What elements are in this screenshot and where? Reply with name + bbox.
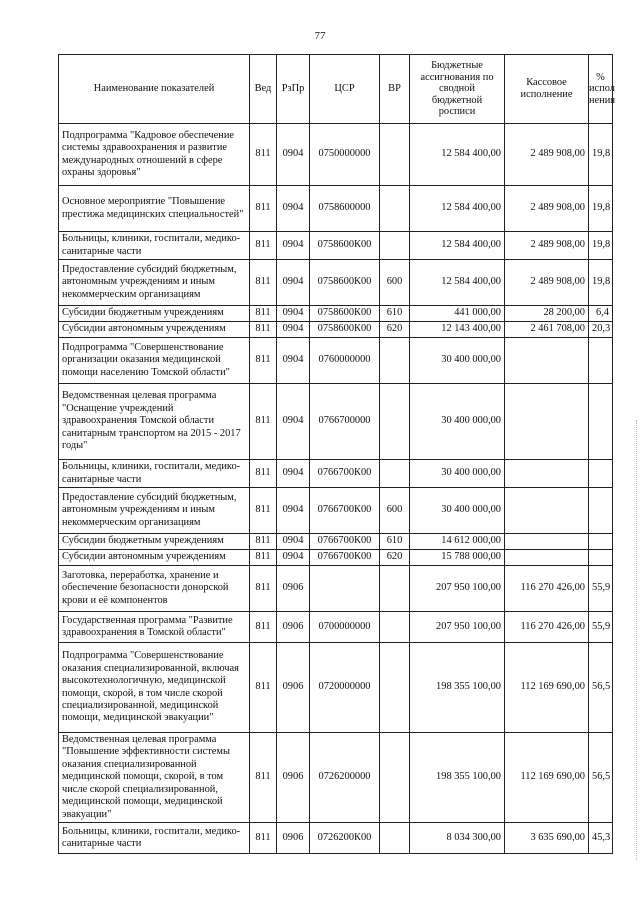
cell-pct: 19,8 (589, 260, 613, 306)
cell-csr: 0766700000 (310, 384, 380, 460)
cell-cash: 28 200,00 (505, 306, 589, 322)
cell-rzpr: 0904 (277, 186, 310, 232)
table-row (59, 566, 613, 612)
cell-vr: 600 (380, 488, 410, 534)
table-row (59, 338, 613, 384)
page-number: 77 (314, 30, 326, 42)
cell-vr: 610 (380, 306, 410, 322)
table-row (59, 306, 613, 322)
table-row (59, 384, 613, 460)
cell-cash: 2 489 908,00 (505, 186, 589, 232)
table-row (59, 488, 613, 534)
cell-pct: 56,5 (589, 733, 613, 823)
cell-ved: 811 (250, 338, 277, 384)
cell-budget: 12 584 400,00 (410, 186, 505, 232)
header-cash: Кассовое исполнение (505, 55, 589, 124)
cell-csr: 0726200К00 (310, 823, 380, 854)
cell-rzpr: 0904 (277, 306, 310, 322)
cell-cash: 2 489 908,00 (505, 232, 589, 260)
cell-pct: 20,3 (589, 322, 613, 338)
cell-cash (505, 384, 589, 460)
cell-cash: 112 169 690,00 (505, 643, 589, 733)
cell-csr: 0758600000 (310, 186, 380, 232)
cell-budget: 30 400 000,00 (410, 488, 505, 534)
header-budget: Бюджетные ассигнования по сводной бюджетной росписи (410, 55, 505, 124)
cell-name: Заготовка, переработка, хранение и обеспечение безопасности донорской крови и её компонентов (59, 566, 250, 612)
cell-name: Основное мероприятие "Повышение престижа медицинских специальностей" (59, 186, 250, 232)
cell-rzpr: 0904 (277, 384, 310, 460)
cell-ved: 811 (250, 232, 277, 260)
cell-ved: 811 (250, 124, 277, 186)
cell-rzpr: 0904 (277, 534, 310, 550)
table-row (59, 460, 613, 488)
cell-name: Субсидии бюджетным учреждениям (59, 534, 250, 550)
cell-name: Субсидии бюджетным учреждениям (59, 306, 250, 322)
cell-ved: 811 (250, 643, 277, 733)
cell-ved: 811 (250, 612, 277, 643)
table-row (59, 733, 613, 823)
cell-budget: 30 400 000,00 (410, 460, 505, 488)
cell-ved: 811 (250, 260, 277, 306)
cell-name: Подпрограмма "Совершенствование оказания специализированной, включая высокотехнологичную, медицинской помощи, скорой, в том числе скорой специализированной, медицинской помощи, медицинской эвакуации" (59, 643, 250, 733)
cell-csr: 0758600К00 (310, 306, 380, 322)
cell-name: Больницы, клиники, госпитали, медико-санитарные части (59, 460, 250, 488)
cell-name: Подпрограмма "Кадровое обеспечение системы здравоохранения и развитие международных отношений в сфере охраны здоровья" (59, 124, 250, 186)
cell-budget: 15 788 000,00 (410, 550, 505, 566)
cell-vr (380, 823, 410, 854)
cell-cash: 2 461 708,00 (505, 322, 589, 338)
edge-scan-mark (636, 420, 640, 860)
header-pct: % испол нения (589, 55, 613, 124)
cell-cash: 116 270 426,00 (505, 612, 589, 643)
cell-rzpr: 0904 (277, 338, 310, 384)
cell-vr (380, 643, 410, 733)
cell-cash (505, 460, 589, 488)
cell-rzpr: 0906 (277, 612, 310, 643)
cell-vr (380, 384, 410, 460)
cell-name: Предоставление субсидий бюджетным, автономным учреждениям и иным некоммерческим организациям (59, 488, 250, 534)
cell-vr (380, 566, 410, 612)
cell-pct: 56,5 (589, 643, 613, 733)
cell-csr: 0720000000 (310, 643, 380, 733)
cell-cash (505, 488, 589, 534)
cell-pct (589, 460, 613, 488)
cell-budget: 207 950 100,00 (410, 612, 505, 643)
cell-vr (380, 124, 410, 186)
budget-execution-table (58, 54, 616, 854)
cell-budget: 8 034 300,00 (410, 823, 505, 854)
cell-csr: 0766700К00 (310, 488, 380, 534)
cell-csr: 0766700К00 (310, 550, 380, 566)
cell-budget: 198 355 100,00 (410, 733, 505, 823)
cell-vr (380, 733, 410, 823)
header-ved: Вед (250, 55, 277, 124)
cell-csr: 0750000000 (310, 124, 380, 186)
cell-rzpr: 0906 (277, 643, 310, 733)
cell-rzpr: 0904 (277, 260, 310, 306)
cell-ved: 811 (250, 550, 277, 566)
cell-name: Ведомственная целевая программа "Оснащение учреждений здравоохранения Томской области санитарным транспортом на 2015 - 2017 годы" (59, 384, 250, 460)
cell-rzpr: 0904 (277, 124, 310, 186)
table-row (59, 550, 613, 566)
cell-pct: 19,8 (589, 186, 613, 232)
table-row (59, 186, 613, 232)
cell-ved: 811 (250, 306, 277, 322)
cell-budget: 12 584 400,00 (410, 260, 505, 306)
cell-cash (505, 550, 589, 566)
cell-pct (589, 534, 613, 550)
cell-cash: 2 489 908,00 (505, 260, 589, 306)
table-header-row (59, 55, 613, 124)
cell-ved: 811 (250, 460, 277, 488)
cell-ved: 811 (250, 384, 277, 460)
cell-pct: 45,3 (589, 823, 613, 854)
header-name: Наименование показателей (59, 55, 250, 124)
cell-cash (505, 534, 589, 550)
cell-ved: 811 (250, 322, 277, 338)
cell-budget: 12 143 400,00 (410, 322, 505, 338)
cell-name: Субсидии автономным учреждениям (59, 550, 250, 566)
table-row (59, 322, 613, 338)
cell-name: Больницы, клиники, госпитали, медико-санитарные части (59, 232, 250, 260)
cell-rzpr: 0906 (277, 566, 310, 612)
cell-budget: 198 355 100,00 (410, 643, 505, 733)
cell-pct (589, 384, 613, 460)
cell-pct: 19,8 (589, 124, 613, 186)
cell-csr: 0700000000 (310, 612, 380, 643)
cell-vr: 620 (380, 322, 410, 338)
cell-cash (505, 338, 589, 384)
table-row (59, 823, 613, 854)
cell-budget: 441 000,00 (410, 306, 505, 322)
table-row (59, 260, 613, 306)
cell-cash: 3 635 690,00 (505, 823, 589, 854)
cell-ved: 811 (250, 823, 277, 854)
cell-budget: 12 584 400,00 (410, 232, 505, 260)
cell-ved: 811 (250, 534, 277, 550)
cell-vr (380, 232, 410, 260)
cell-csr: 0766700К00 (310, 534, 380, 550)
header-csr: ЦСР (310, 55, 380, 124)
cell-pct (589, 338, 613, 384)
cell-vr: 610 (380, 534, 410, 550)
cell-csr: 0726200000 (310, 733, 380, 823)
header-vr: ВР (380, 55, 410, 124)
cell-csr: 0760000000 (310, 338, 380, 384)
cell-pct: 55,9 (589, 566, 613, 612)
cell-ved: 811 (250, 733, 277, 823)
cell-rzpr: 0904 (277, 460, 310, 488)
table-row (59, 534, 613, 550)
cell-name: Предоставление субсидий бюджетным, автономным учреждениям и иным некоммерческим организациям (59, 260, 250, 306)
cell-cash: 116 270 426,00 (505, 566, 589, 612)
cell-cash: 2 489 908,00 (505, 124, 589, 186)
cell-pct (589, 488, 613, 534)
cell-vr: 600 (380, 260, 410, 306)
cell-csr: 0758600К00 (310, 260, 380, 306)
table-row (59, 232, 613, 260)
cell-name: Государственная программа "Развитие здравоохранения в Томской области" (59, 612, 250, 643)
cell-csr (310, 566, 380, 612)
header-rzpr: РзПр (277, 55, 310, 124)
cell-vr: 620 (380, 550, 410, 566)
cell-csr: 0758600К00 (310, 322, 380, 338)
cell-pct (589, 550, 613, 566)
table-row (59, 612, 613, 643)
cell-name: Ведомственная целевая программа "Повышение эффективности системы оказания специализированной медицинской помощи, скорой, в том числе скорой специализированной, медицинской помощи, медицинской эвакуации" (59, 733, 250, 823)
cell-csr: 0758600К00 (310, 232, 380, 260)
cell-budget: 30 400 000,00 (410, 338, 505, 384)
cell-budget: 12 584 400,00 (410, 124, 505, 186)
cell-pct: 19,8 (589, 232, 613, 260)
cell-vr (380, 612, 410, 643)
cell-pct: 6,4 (589, 306, 613, 322)
cell-vr (380, 186, 410, 232)
cell-ved: 811 (250, 488, 277, 534)
cell-budget: 14 612 000,00 (410, 534, 505, 550)
cell-pct: 55,9 (589, 612, 613, 643)
cell-csr: 0766700К00 (310, 460, 380, 488)
cell-rzpr: 0906 (277, 823, 310, 854)
cell-budget: 30 400 000,00 (410, 384, 505, 460)
cell-name: Субсидии автономным учреждениям (59, 322, 250, 338)
cell-rzpr: 0906 (277, 733, 310, 823)
cell-budget: 207 950 100,00 (410, 566, 505, 612)
table-row (59, 643, 613, 733)
cell-cash: 112 169 690,00 (505, 733, 589, 823)
cell-name: Подпрограмма "Совершенствование организации оказания медицинской помощи населению Томской области" (59, 338, 250, 384)
cell-rzpr: 0904 (277, 488, 310, 534)
cell-ved: 811 (250, 566, 277, 612)
table-row (59, 124, 613, 186)
cell-ved: 811 (250, 186, 277, 232)
cell-vr (380, 460, 410, 488)
cell-name: Больницы, клиники, госпитали, медико-санитарные части (59, 823, 250, 854)
cell-rzpr: 0904 (277, 322, 310, 338)
cell-rzpr: 0904 (277, 550, 310, 566)
cell-vr (380, 338, 410, 384)
cell-rzpr: 0904 (277, 232, 310, 260)
